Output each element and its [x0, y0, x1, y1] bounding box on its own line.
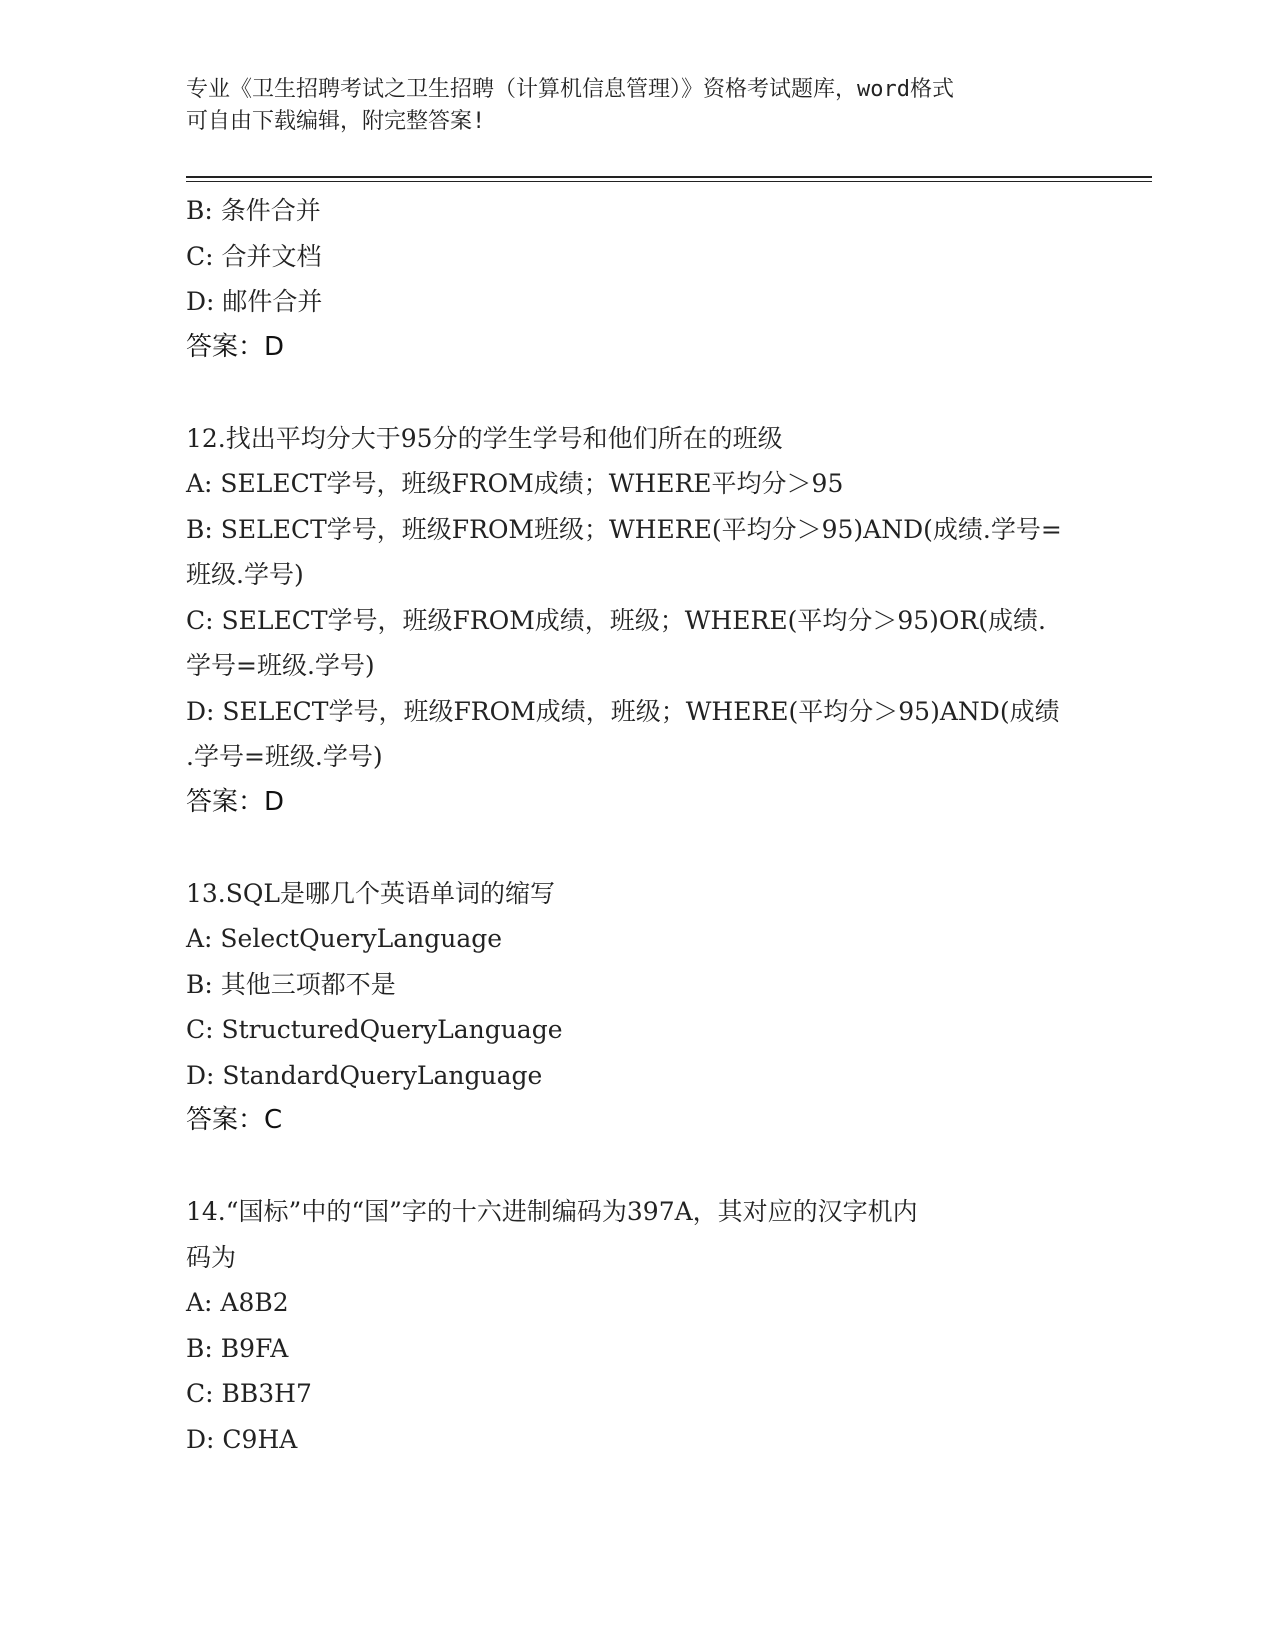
q13-option-b: B: 其他三项都不是 [186, 969, 396, 999]
q11-answer: 答案：D [186, 331, 285, 362]
q14-option-c: C: BB3H7 [186, 1379, 312, 1408]
q12-option-b-line-1: B: SELECT学号，班级FROM班级；WHERE(平均分＞95)AND(成绩.学号= [186, 514, 1062, 544]
q12-answer: 答案：D [186, 786, 285, 817]
header-divider-thick [186, 176, 1152, 178]
q12-question: 12.找出平均分大于95分的学生学号和他们所在的班级 [186, 423, 783, 453]
spacer [186, 370, 1086, 416]
q13-answer: 答案：C [186, 1105, 283, 1135]
header-title-line-1: 专业《卫生招聘考试之卫生招聘（计算机信息管理）》资格考试题库，word格式 [186, 77, 954, 102]
header-divider-thin [186, 181, 1152, 182]
q12-option-c-line-1: C: SELECT学号，班级FROM成绩，班级；WHERE(平均分＞95)OR(成绩. [186, 605, 1046, 635]
question-11-tail [186, 188, 1086, 370]
q11-option-c: C: 合并文档 [186, 241, 322, 271]
spacer [186, 825, 1086, 871]
q11-option-b: B: 条件合并 [186, 196, 321, 225]
spacer [186, 1144, 1086, 1190]
question-list [186, 188, 1086, 1462]
header-title-line-2: 可自由下载编辑，附完整答案! [186, 109, 486, 134]
q13-option-a: A: SelectQueryLanguage [186, 924, 503, 953]
question-12 [186, 416, 1086, 826]
q13-option-d: D: StandardQueryLanguage [186, 1060, 543, 1090]
q13-option-c: C: StructuredQueryLanguage [186, 1015, 563, 1044]
q14-question-line-2: 码为 [186, 1242, 237, 1272]
document-header [186, 74, 1066, 138]
q13-question: 13.SQL是哪几个英语单词的缩写 [186, 878, 555, 908]
q12-option-d-line-1: D: SELECT学号，班级FROM成绩，班级；WHERE(平均分＞95)AND(成绩 [186, 696, 1060, 726]
q14-option-a: A: A8B2 [186, 1288, 289, 1317]
q14-option-b: B: B9FA [186, 1333, 289, 1363]
q12-option-c-line-2: 学号=班级.学号) [186, 651, 375, 680]
q12-option-d-line-2: .学号=班级.学号) [186, 742, 383, 771]
q12-option-b-line-2: 班级.学号) [186, 560, 304, 589]
q12-option-a: A: SELECT学号，班级FROM成绩；WHERE平均分＞95 [186, 469, 844, 498]
q14-question-line-1: 14.“国标”中的“国”字的十六进制编码为397A，其对应的汉字机内 [186, 1197, 918, 1226]
question-13 [186, 871, 1086, 1144]
q14-option-d: D: C9HA [186, 1424, 298, 1454]
question-14 [186, 1189, 1086, 1462]
q11-option-d: D: 邮件合并 [186, 287, 323, 316]
